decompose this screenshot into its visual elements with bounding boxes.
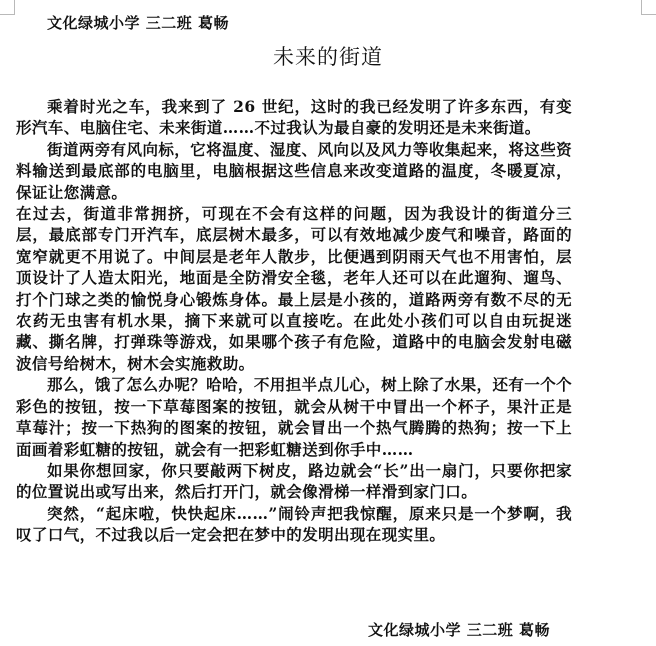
paragraph-time-travel: 乘着时光之车，我来到了 26 世纪，这时的我已经发明了许多东西，有变形汽车、电脑住宅、未来街道……不过我认为最自豪的发明还是未来街道。 [16, 97, 572, 138]
header-byline: 文化绿城小学 三二班 葛畅 [47, 14, 229, 32]
paragraph-weather-vanes: 街道两旁有风向标，它将温度、湿度、风向以及风力等收集起来，将这些资料输送到最底部的电脑里，电脑根据这些信息来改变道路的温度，冬暖夏凉，保证让您满意。 [16, 139, 572, 202]
paragraph-three-levels: 在过去，街道非常拥挤，可现在不会有这样的问题，因为我设计的街道分三层，最底部专门开汽车，底层树木最多，可以有效地减少废气和噪音，路面的宽窄就更不用说了。中间层是老年人散步，比便遇到阴雨天气也不用害怕，层顶设计了人造太阳光，地面是全防滑安全毯，老年人还可以在此遛狗、遛鸟、打个门球之类的愉悦身心锻炼身体。最上层是小孩的，道路两旁有数不尽的无农药无虫害有机水果，摘下来就可以直接吃。在此处小孩们可以自由玩捉迷藏、撕名牌，打弹珠等游戏，如果哪个孩子有危险，道路中的电脑会发射电磁波信号给树木，树木会实施救助。 [16, 204, 572, 373]
page-corner-mark-right [641, 0, 656, 15]
paragraph-food-buttons: 那么，饿了怎么办呢？哈哈，不用担半点儿心，树上除了水果，还有一个个彩色的按钮，按一下草莓图案的按钮，就会从树干中冒出一个杯子，果汁正是草莓汁；按一下热狗的图案的按钮，就会冒出一个热气腾腾的热狗；按一下上面画着彩虹糖的按钮，就会有一把彩虹糖送到你手中…… [16, 375, 572, 459]
document-title: 未来的街道 [273, 45, 383, 69]
paragraph-going-home: 如果你想回家，你只要敲两下树皮，路边就会“长”出一扇门，只要你把家的位置说出或写出来，然后打开门，就会像滑梯一样滑到家门口。 [16, 460, 572, 502]
document-body [16, 96, 572, 546]
footer-byline: 文化绿城小学 三二班 葛畅 [368, 621, 550, 639]
paragraph-waking-up: 突然，“起床啦，快快起床……”闹铃声把我惊醒，原来只是一个梦啊，我叹了口气，不过我以后一定会把在梦中的发明出现在现实里。 [16, 503, 572, 545]
page-corner-mark-left [0, 0, 15, 15]
